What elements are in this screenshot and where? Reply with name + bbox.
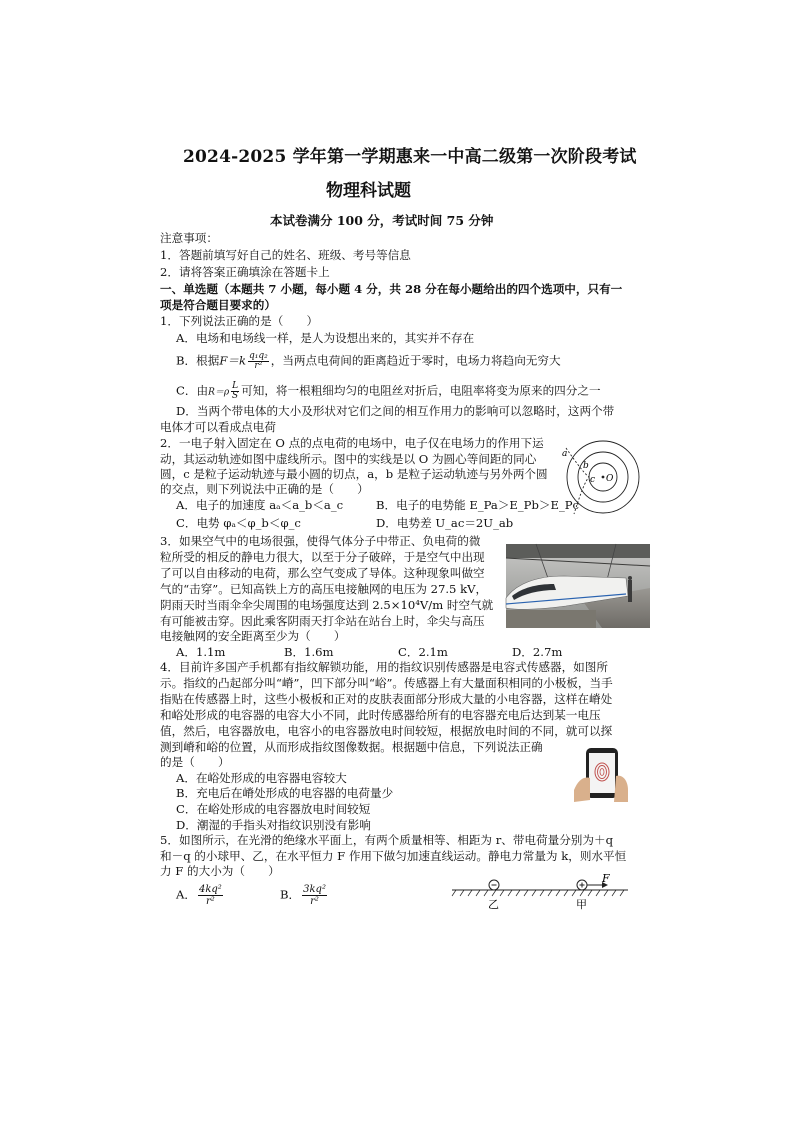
q4-figure-phone-fingerprint: [572, 746, 630, 802]
q2-line: 2．一电子射入固定在 O 点的点电荷的电场中，电子仅在电场力的作用下运: [160, 436, 544, 450]
q5-fig-label-jia: 甲: [576, 898, 587, 911]
q1-option-b: B．根据F＝k $\frac{\text{q₁q₂}}{\text{r²}}$ ，当两点电荷间的距离趋近于零时，电场力将趋向无穷大: [176, 351, 561, 371]
exam-info: 本试卷满分 100 分，考试时间 75 分钟: [270, 213, 494, 228]
q2-line: 的交点，则下列说法中正确的是（ ）: [160, 482, 369, 496]
q1-option-c: C．由R＝ρ $\frac{L}{S}$ 可知，将一根粗细均匀的电阻丝对折后，电阻率将变为原来的四分之一: [176, 381, 601, 401]
q4-line: 和峪处形成的电容器的电容大小不同，此时传感器给所有的电容器充电后达到某一电压: [160, 708, 601, 722]
section-heading: 一、单选题（本题共 7 小题，每小题 4 分，共 28 分在每小题给出的四个选项中，只有一: [160, 282, 623, 296]
q3-option-d: D．2.7m: [512, 645, 563, 659]
q2-fig-label-b: b: [583, 461, 589, 471]
q5-figure-charges-on-surface: [452, 874, 628, 914]
q4-line: 测到嵴和峪的位置，从而形成指纹图像数据。根据题中信息，下列说法正确: [160, 740, 543, 754]
q1-option-a: A．电场和电场线一样，是人为设想出来的，其实并不存在: [176, 331, 475, 345]
q2-option-a: A．电子的加速度 aₐ＜a_b＜a_c: [176, 498, 344, 512]
notice-item: 2．请将答案正确填涂在答题卡上: [160, 265, 330, 279]
q3-line: 阴雨天时当雨伞伞尖周围的电场强度达到 2.5×10⁴V/m 时空气就: [160, 598, 494, 612]
q2-fig-label-a: a: [562, 449, 568, 459]
q4-line: 值，然后，电容器放电，电容小的电容器放电时间较短，根据放电时间的不同，就可以探: [160, 724, 613, 738]
q4-option-a: A．在峪处形成的电容器电容较大: [176, 771, 347, 785]
q5-line: 5．如图所示，在光滑的绝缘水平面上，有两个质量相等、相距为 r、带电荷量分别为＋q: [160, 833, 613, 847]
q3-line: 了可以自由移动的电荷，那么空气变成了导体。这种现象叫做空: [160, 566, 485, 580]
q1-stem: 1．下列说法正确的是（ ）: [160, 314, 319, 328]
q4-option-d: D．潮湿的手指头对指纹识别没有影响: [176, 818, 371, 832]
q4-line: 4．目前许多国产手机都有指纹解锁功能，用的指纹识别传感器是电容式传感器，如图所: [160, 660, 608, 674]
q2-option-b: B．电子的电势能 E_Pa＞E_Pb＞E_Pc: [376, 498, 580, 512]
q4-line: 示。指纹的凸起部分叫“嵴”，凹下部分叫“峪”。传感器上有大量面积相同的小极板，当手: [160, 676, 613, 690]
q4-option-b: B．充电后在嵴处形成的电容器的电荷量少: [176, 786, 394, 800]
q5-line: 和－q 的小球甲、乙，在水平恒力 F 作用下做匀加速直线运动。静电力常量为 k，则水平恒: [160, 849, 627, 863]
q5-option-a: A． $\frac{\text{4kq²}}{\text{r²}}$: [176, 884, 222, 907]
q3-option-c: C．2.1m: [398, 645, 448, 659]
q4-line: 的是（ ）: [160, 755, 230, 769]
notice-item: 1．答题前填写好自己的姓名、班级、考号等信息: [160, 248, 411, 262]
q3-line: 电接触网的安全距离至少为（ ）: [160, 629, 346, 643]
q5-fig-label-yi: 乙: [488, 898, 499, 911]
q1-option-d-cont: 电体才可以看成点电荷: [160, 420, 276, 434]
q5-option-b: B． $\frac{\text{3kq²}}{\text{r²}}$: [280, 884, 326, 907]
q3-line: 有可能被击穿。因此乘客阴雨天打伞站在站台上时，伞尖与高压: [160, 614, 485, 628]
q3-line: 气的“击穿”。已知高铁上方的高压电接触网的电压为 27.5 kV，: [160, 582, 488, 596]
q3-option-a: A．1.1m: [176, 645, 226, 659]
q3-line: 3．如果空气中的电场很强，使得气体分子中带正、负电荷的微: [160, 534, 481, 548]
exam-title: 2024-2025 学年第一学期惠来一中高二级第一次阶段考试: [183, 147, 637, 167]
notice-heading: 注意事项：: [160, 231, 218, 245]
q2-option-d: D．电势差 U_ac＝2U_ab: [376, 516, 514, 530]
q3-option-b: B．1.6m: [284, 645, 334, 659]
section-heading-cont: 项是符合题目要求的）: [160, 298, 276, 312]
exam-subject: 物理科试题: [326, 181, 411, 201]
q2-fig-label-o: O: [606, 474, 614, 484]
q2-line: 动，其运动轨迹如图中虚线所示。图中的实线是以 O 为圆心等间距的同心: [160, 452, 537, 466]
q5-fig-label-f: F: [602, 872, 610, 885]
q2-option-c: C．电势 φₐ＜φ_b＜φ_c: [176, 516, 301, 530]
q1-option-d: D．当两个带电体的大小及形状对它们之间的相互作用力的影响可以忽略时，这两个带: [176, 404, 615, 418]
q2-figure-concentric-circles: [560, 436, 640, 518]
q2-fig-label-c: c: [590, 475, 596, 485]
q3-figure-train-photo: [506, 544, 650, 628]
q4-option-c: C．在峪处形成的电容器放电时间较短: [176, 802, 371, 816]
q2-line: 圆，c 是粒子运动轨迹与最小圆的切点，a，b 是粒子运动轨迹与另外两个圆: [160, 467, 548, 481]
q4-line: 指贴在传感器上时，这些小极板和正对的皮肤表面部分形成大量的小电容器，这样在嵴处: [160, 692, 613, 706]
q3-line: 粒所受的相反的静电力很大，以至于分子破碎，于是空气中出现: [160, 550, 485, 564]
q5-line: 力 F 的大小为（ ）: [160, 864, 280, 878]
